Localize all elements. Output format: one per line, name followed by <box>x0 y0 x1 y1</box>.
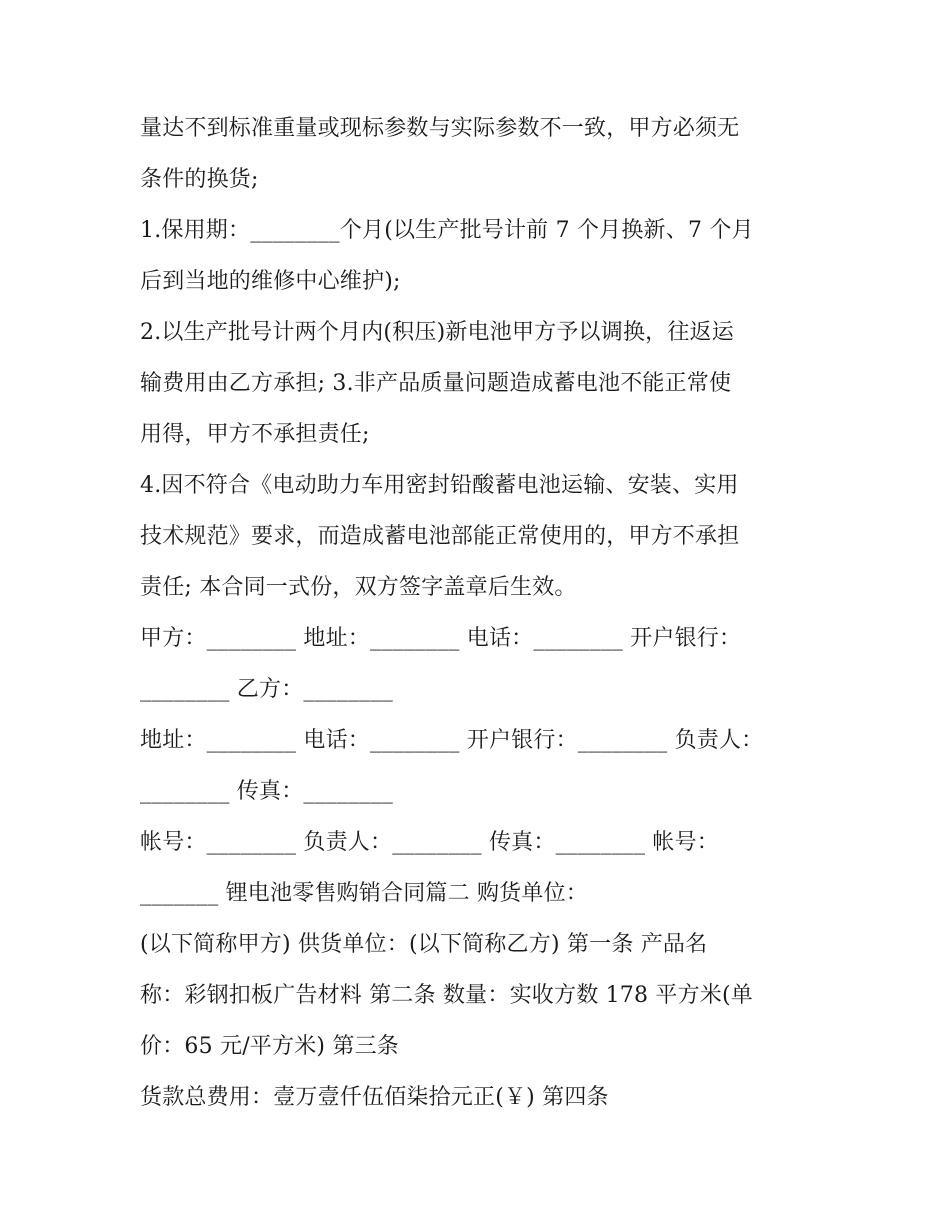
text-line: (以下简称甲方) 供货单位：(以下简称乙方) 第一条 产品名 <box>140 932 708 957</box>
text-line: 价：65 元/平方米) 第三条 <box>140 1034 399 1059</box>
text-line: 称：彩钢扣板广告材料 第二条 数量：实收方数 178 平方米(单 <box>140 983 753 1008</box>
text-line: 技术规范》要求，而造成蓄电池部能正常使用的，甲方不承担 <box>140 524 740 549</box>
text-line: 条件的换货; <box>140 167 259 192</box>
text-line: 地址：________ 电话：________ 开户银行：________ 负责人： <box>140 728 764 753</box>
text-line: 1.保用期：________个月(以生产批号计前 7 个月换新、7 个月 <box>140 218 754 243</box>
text-line: 输费用由乙方承担; 3.非产品质量问题造成蓄电池不能正常使 <box>140 371 732 396</box>
text-line: 后到当地的维修中心维护); <box>140 269 401 294</box>
text-line: ________ 传真：________ <box>140 779 393 804</box>
text-line: 4.因不符合《电动助力车用密封铅酸蓄电池运输、安装、实用 <box>140 473 739 498</box>
text-line: _______ 锂电池零售购销合同篇二 购货单位： <box>140 881 588 906</box>
text-line: 帐号：________ 负责人：________ 传真：________ 帐号： <box>140 830 719 855</box>
text-line: ________ 乙方：________ <box>140 677 393 702</box>
text-line: 责任; 本合同一式份，双方签字盖章后生效。 <box>140 575 577 600</box>
text-line: 用得，甲方不承担责任; <box>140 422 370 447</box>
text-line: 甲方：________ 地址：________ 电话：________ 开户银行： <box>140 626 742 651</box>
text-line: 货款总费用：壹万壹仟伍佰柒拾元正(￥) 第四条 <box>140 1085 609 1110</box>
document-body <box>140 103 820 1123</box>
text-line: 2.以生产批号计两个月内(积压)新电池甲方予以调换，往返运 <box>140 320 734 345</box>
text-line: 量达不到标准重量或现标参数与实际参数不一致，甲方必须无 <box>140 116 740 141</box>
